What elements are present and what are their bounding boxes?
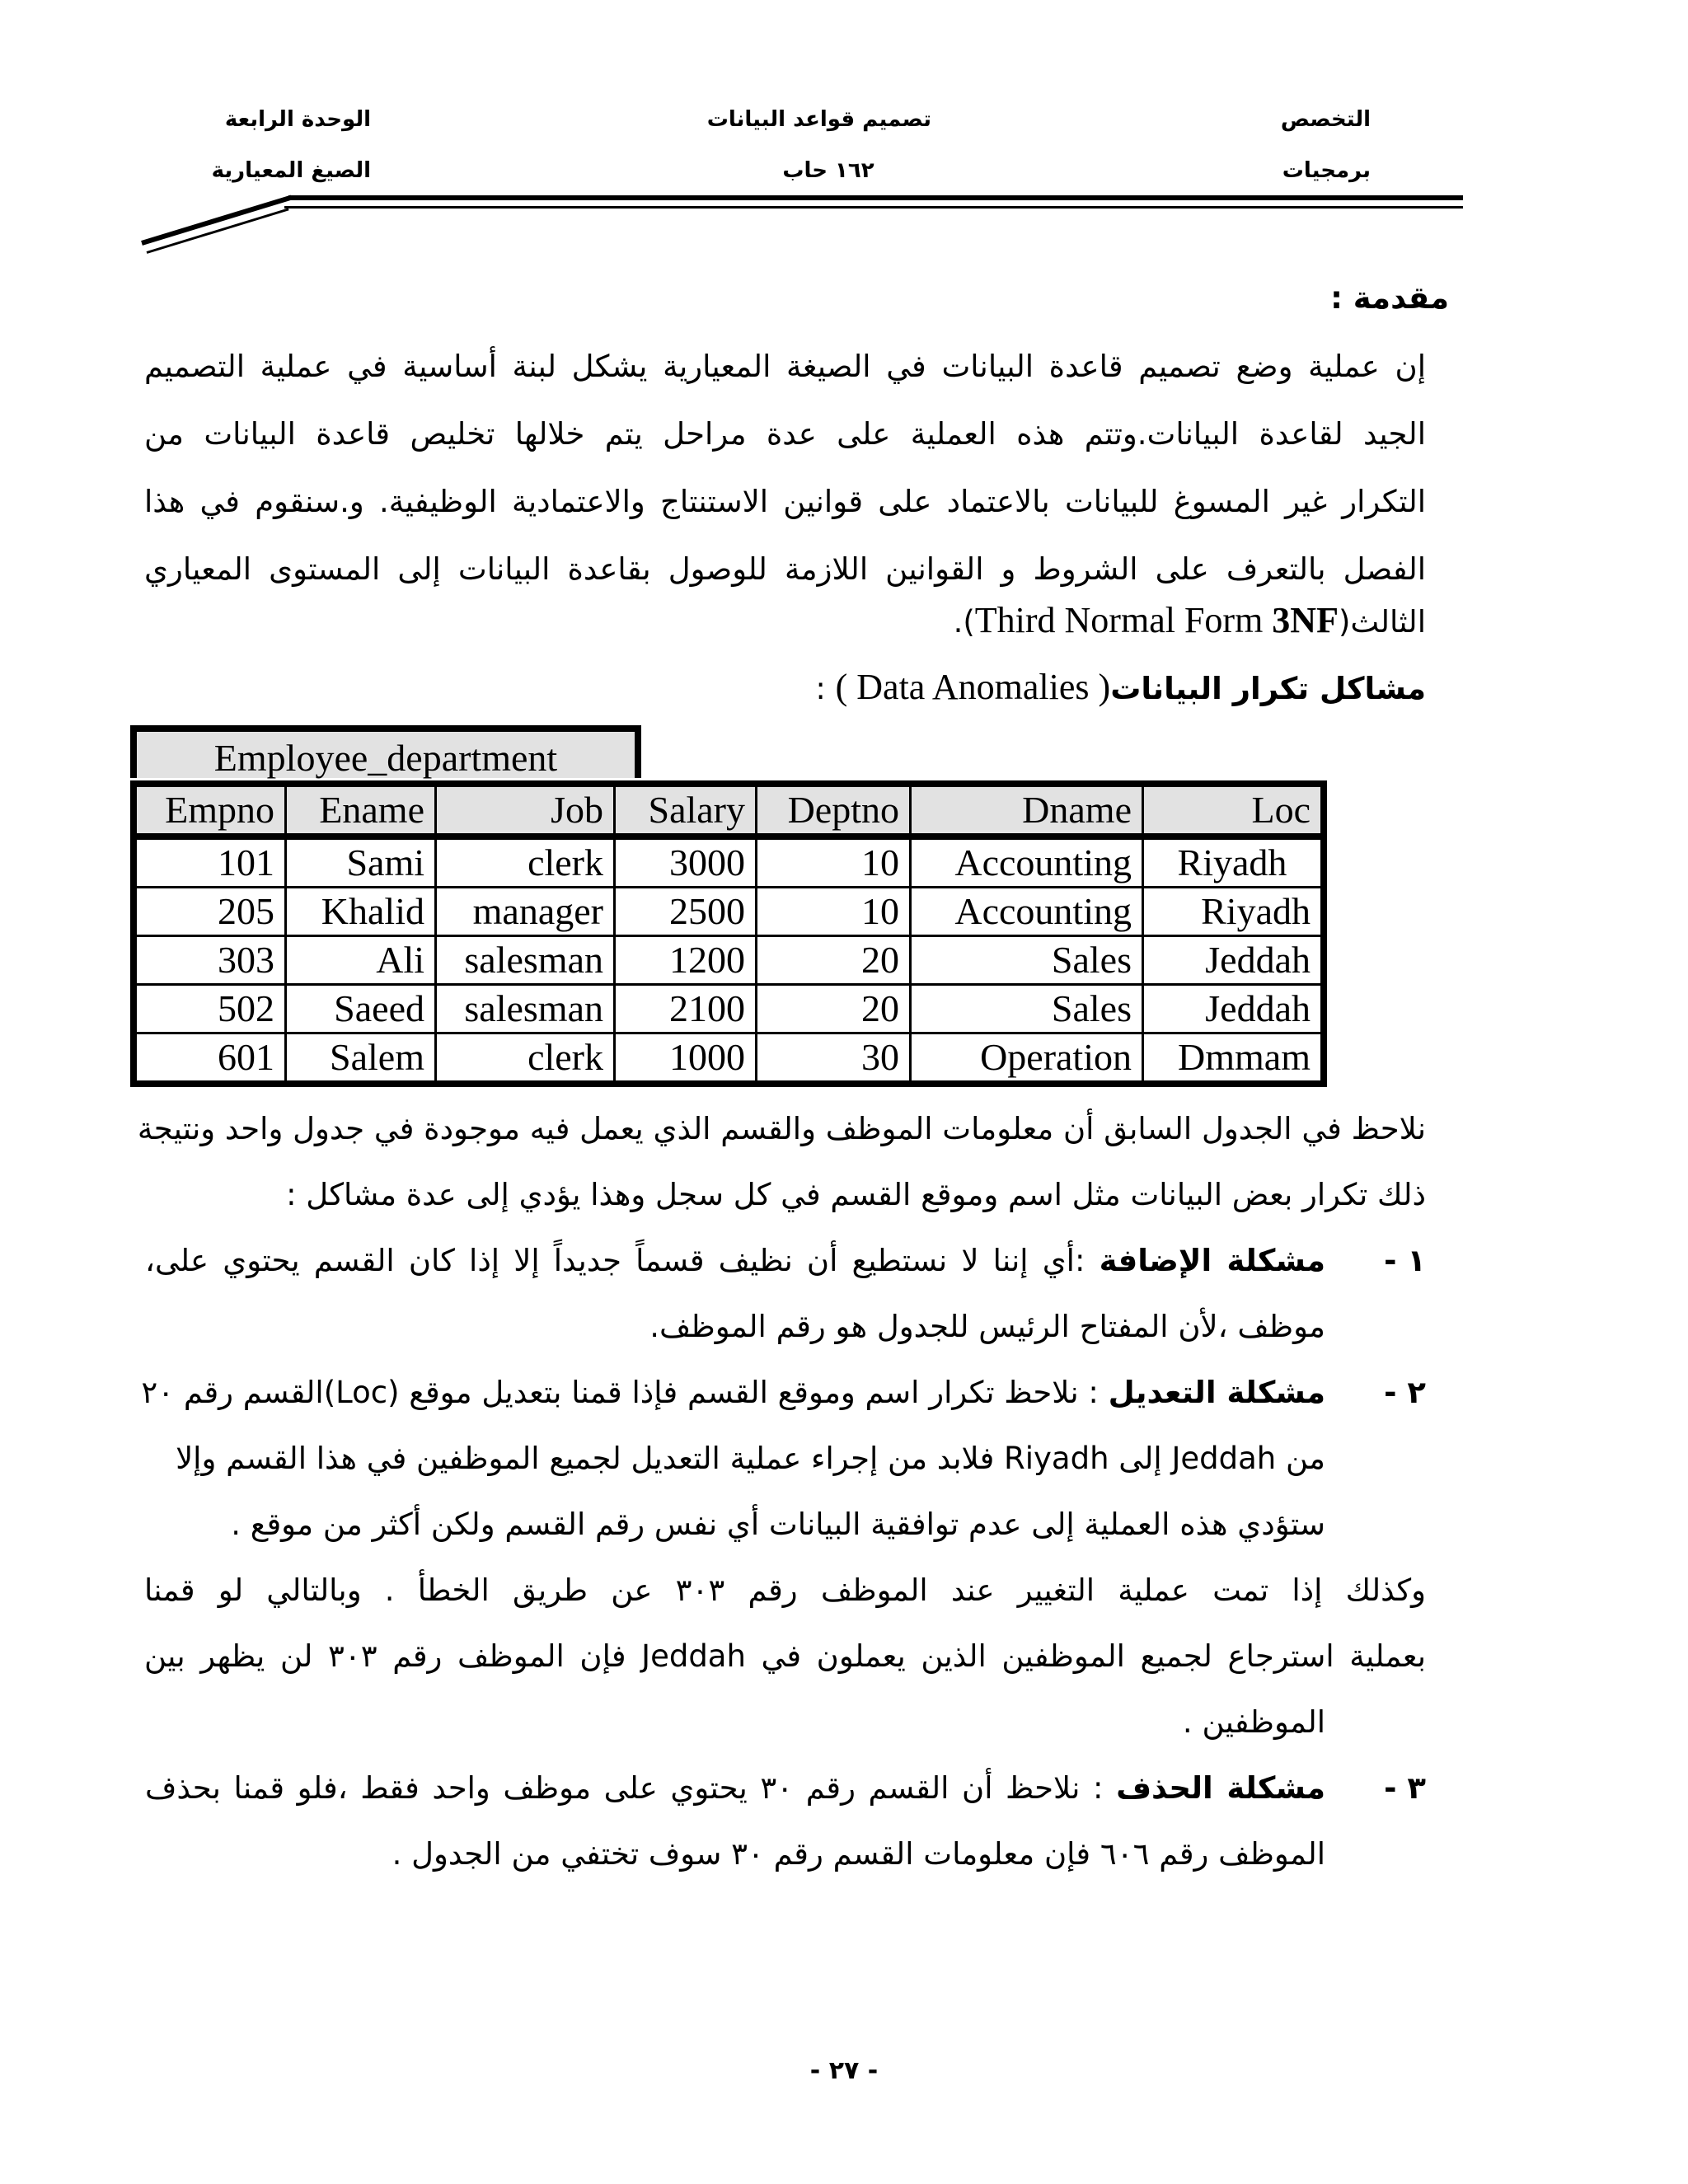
item-2-line-3: ستؤدي هذه العملية إلى عدم توافقية البيانات أي نفس رقم القسم ولكن أكثر من موقع . [231,1507,1325,1542]
col-header: Ename [286,784,436,837]
item-2-text: : نلاحظ تكرار اسم وموقع القسم فإذا قمنا بتعديل موقع (Loc)القسم رقم ٢٠ [141,1375,1109,1410]
table-cell: Ali [286,936,436,985]
item-1-number: ١ - [1384,1243,1426,1278]
header-rule-thick [288,195,1463,200]
header-center-title: تصميم قواعد البيانات [706,107,931,132]
normal-form-text [975,600,1339,640]
item-2-first-line [141,1375,1325,1410]
table-cell: 2500 [615,888,757,936]
table-cell: 502 [134,985,286,1033]
table-cell: Dmmam [1143,1033,1325,1085]
table-cell: 2100 [615,985,757,1033]
item-3-number: ٣ - [1384,1770,1426,1806]
table-cell: 601 [134,1033,286,1085]
table-cell: 205 [134,888,286,936]
table-cell: Sales [911,985,1143,1033]
table-row [134,888,1324,936]
table-cell: 101 [134,837,286,888]
table-cell: 1200 [615,936,757,985]
intro-line-4: الفصل بالتعرف على الشروط و القوانين اللازمة للوصول بقاعدة البيانات إلى المستوى المعياري [144,551,1426,587]
table-cell: clerk [436,1033,615,1085]
employee-department-table [130,780,1327,1087]
table-row [134,936,1324,985]
table-cell: Accounting [911,837,1143,888]
header-left-sub: الصيغ المعيارية [211,158,371,183]
table-cell: 3000 [615,837,757,888]
table-cell: Sales [911,936,1143,985]
header-right-title: التخصص [1280,107,1371,132]
item-1-title: مشكلة الإضافة [1099,1243,1326,1278]
table-cell: Salem [286,1033,436,1085]
table-cell: salesman [436,985,615,1033]
table-cell: 30 [757,1033,911,1085]
anomalies-heading-en: ( Data Anomalies ) [835,667,1111,707]
table-cell: Riyadh [1143,837,1325,888]
table-row [134,1033,1324,1085]
header-right-sub: برمجيات [1282,158,1371,183]
anomalies-heading-end: : [815,671,836,706]
intro-line-3: التكرار غير المسوغ للبيانات بالاعتماد على قوانين الاستنتاج والاعتمادية الوظيفية. و.سنقوم في هذا [144,484,1426,519]
table-cell: Sami [286,837,436,888]
intro-line-5 [954,599,1426,641]
page-number: - ٢٧ - [809,2056,879,2085]
table-cell: 10 [757,888,911,936]
table-cell: manager [436,888,615,936]
item-3-text: : نلاحظ أن القسم رقم ٣٠ يحتوي على موظف واحد فقط ،فلو قمنا بحذف [145,1770,1117,1806]
item-3-title: مشكلة الحذف [1116,1770,1325,1806]
table-row [134,985,1324,1033]
header-center-sub: ١٦٢ حاب [782,158,874,183]
table-cell: 20 [757,936,911,985]
item-2-line-6: الموظفين . [1182,1704,1325,1740]
header-rule-thin [284,206,1463,209]
normal-form-name: Third Normal Form [974,600,1273,640]
table-cell: Accounting [911,888,1143,936]
table-cell: Operation [911,1033,1143,1085]
intro-line-5-ar: الثالث( [1338,604,1426,640]
header-left-title: الوحدة الرابعة [224,107,371,132]
table-cell: Jeddah [1143,985,1325,1033]
header-rule-diagonal-thick [141,195,292,246]
normal-form-abbr: 3NF [1272,600,1339,640]
table-row [134,837,1324,888]
table-cell: 1000 [615,1033,757,1085]
col-header: Deptno [757,784,911,837]
intro-line-2: الجيد لقاعدة البيانات.وتتم هذه العملية على عدة مراحل يتم خلالها تخليص قاعدة البيانات من [144,416,1426,452]
item-2-line-2: من Jeddah إلى Riyadh فلابد من إجراء عملية التعديل لجميع الموظفين في هذا القسم وإلا [176,1441,1325,1476]
intro-heading: مقدمة : [1330,280,1449,316]
header-rule-diagonal-thin [147,208,289,253]
table-cell: Khalid [286,888,436,936]
table-cell: 303 [134,936,286,985]
item-2-title: مشكلة التعديل [1108,1375,1325,1410]
item-2-number: ٢ - [1384,1375,1426,1410]
item-2-line-5: بعملية استرجاع لجميع الموظفين الذين يعملون في Jeddah فإن الموظف رقم ٣٠٣ لن يظهر بين [144,1638,1427,1674]
intro-line-5-end: ). [953,604,975,640]
col-header: Salary [615,784,757,837]
item-1-first-line [145,1243,1325,1278]
col-header: Empno [134,784,286,837]
table-cell: clerk [436,837,615,888]
table-cell: 20 [757,985,911,1033]
note-line-2: ذلك تكرار بعض البيانات مثل اسم وموقع القسم في كل سجل وهذا يؤدي إلى عدة مشاكل : [286,1177,1426,1212]
item-1-line-2: موظف ،لأن المفتاح الرئيس للجدول هو رقم الموظف. [649,1309,1325,1344]
table-header-row [134,784,1324,837]
item-1-text: :أي إننا لا نستطيع أن نظيف قسماً جديداً إلا إذا كان القسم يحتوي على، [145,1243,1100,1278]
col-header: Job [436,784,615,837]
table-name: Employee_department [130,725,641,778]
table-cell: 10 [757,837,911,888]
col-header: Loc [1143,784,1325,837]
table-cell: Saeed [286,985,436,1033]
col-header: Dname [911,784,1143,837]
table-cell: salesman [436,936,615,985]
table-cell: Jeddah [1143,936,1325,985]
table-cell: Riyadh [1143,888,1325,936]
note-line-1: نلاحظ في الجدول السابق أن معلومات الموظف والقسم الذي يعمل فيه موجودة في جدول واحد ونتيجة [137,1111,1426,1146]
item-2-line-4: وكذلك إذا تمت عملية التغيير عند الموظف رقم ٣٠٣ عن طريق الخطأ . وبالتالي لو قمنا [144,1572,1427,1608]
anomalies-heading-ar: مشاكل تكرار البيانات [1110,671,1426,706]
intro-line-1: إن عملية وضع تصميم قاعدة البيانات في الصيغة المعيارية يشكل لبنة أساسية في عملية التصميم [144,349,1426,384]
anomalies-heading [815,666,1426,708]
item-3-line-2: الموظف رقم ٦٠٦ فإن معلومات القسم رقم ٣٠ سوف تختفي من الجدول . [392,1836,1325,1872]
item-3-first-line [145,1770,1325,1806]
